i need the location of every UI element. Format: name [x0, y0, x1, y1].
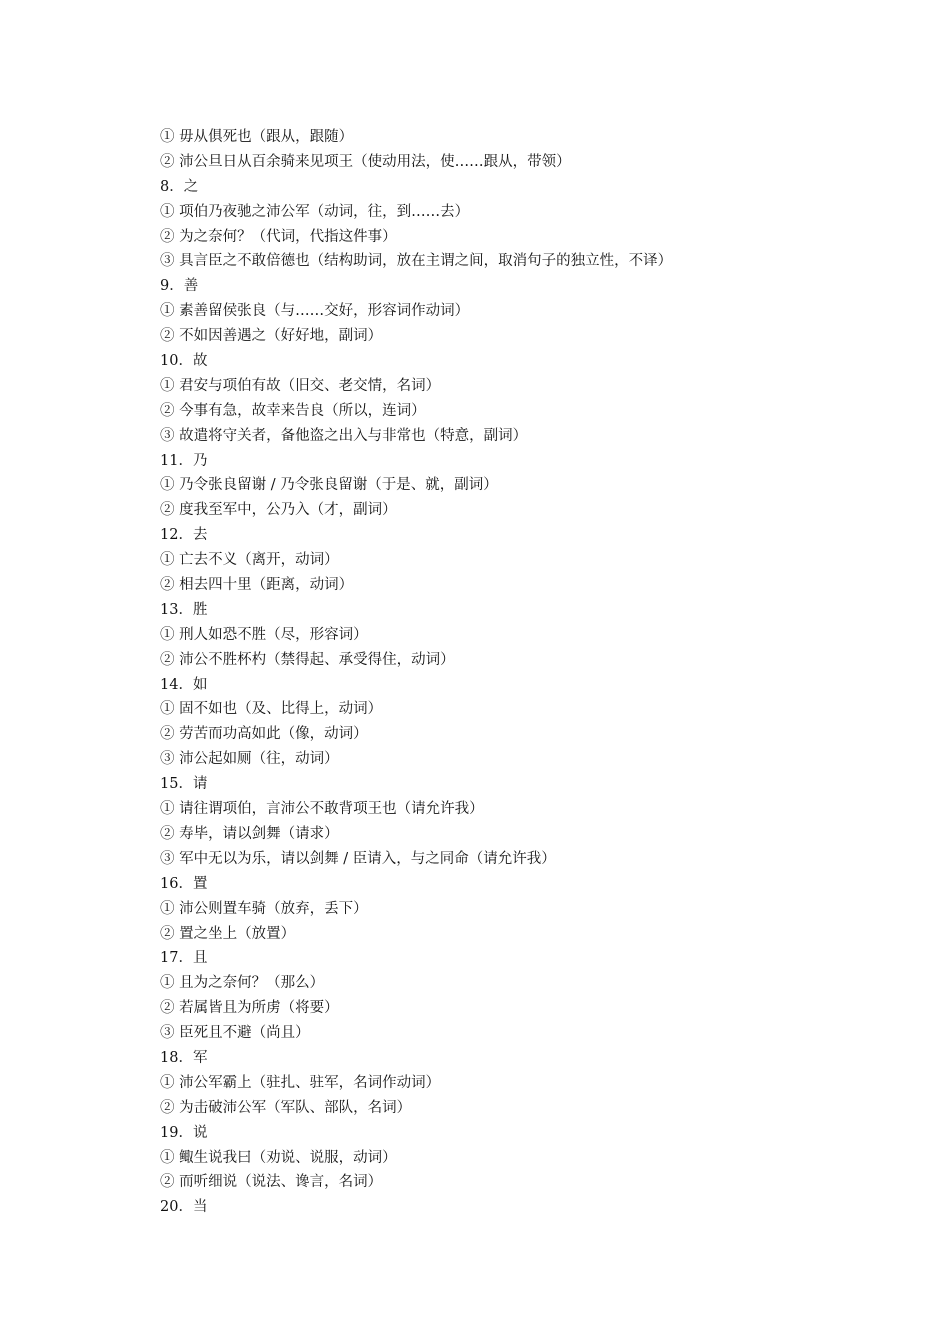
- text-line: ③ 军中无以为乐，请以剑舞 / 臣请入，与之同命（请允许我）: [160, 850, 556, 867]
- text-line: ② 若属皆且为所虏（将要）: [160, 1000, 339, 1017]
- section-heading: 10．故: [160, 353, 208, 370]
- text-line: ② 不如因善遇之（好好地，副词）: [160, 328, 383, 345]
- section-heading: 17．且: [160, 950, 208, 967]
- section-heading: 14．如: [160, 676, 208, 693]
- text-line: ② 相去四十里（距离，动词）: [160, 577, 354, 594]
- text-line: ① 固不如也（及、比得上，动词）: [160, 701, 383, 718]
- text-line: ① 鲰生说我曰（劝说、说服，动词）: [160, 1149, 397, 1166]
- section-heading: 20．当: [160, 1199, 208, 1216]
- text-line: ③ 沛公起如厕（往，动词）: [160, 751, 339, 768]
- section-heading: 11．乃: [160, 452, 208, 469]
- text-line: ② 而听细说（说法、谗言，名词）: [160, 1174, 383, 1191]
- text-line: ② 寿毕，请以剑舞（请求）: [160, 825, 339, 842]
- text-line: ① 毋从俱死也（跟从，跟随）: [160, 129, 354, 145]
- text-line: ③ 故遣将守关者，备他盗之出入与非常也（特意，副词）: [160, 427, 528, 444]
- text-line: ① 沛公则置车骑（放弃，丢下）: [160, 900, 368, 917]
- section-heading: 19．说: [160, 1124, 208, 1141]
- text-line: ② 度我至军中，公乃入（才，副词）: [160, 502, 397, 519]
- text-line: ② 为之奈何？（代词，代指这件事）: [160, 228, 397, 245]
- text-line: ② 为击破沛公军（军队、部队，名词）: [160, 1099, 412, 1116]
- section-heading: 12．去: [160, 527, 208, 544]
- text-line: ③ 具言臣之不敢倍德也（结构助词，放在主谓之间，取消句子的独立性，不译）: [160, 253, 673, 270]
- text-line: ③ 臣死且不避（尚且）: [160, 1025, 310, 1042]
- section-heading: 15．请: [160, 776, 208, 793]
- text-line: ① 素善留侯张良（与……交好，形容词作动词）: [160, 303, 470, 320]
- text-line: ① 刑人如恐不胜（尽，形容词）: [160, 626, 368, 643]
- section-heading: 9．善: [160, 278, 199, 295]
- text-line: ① 沛公军霸上（驻扎、驻军，名词作动词）: [160, 1074, 441, 1091]
- text-line: ② 今事有急，故幸来告良（所以，连词）: [160, 402, 426, 419]
- text-line: ① 项伯乃夜驰之沛公军（动词，往，到……去）: [160, 203, 470, 220]
- text-line: ① 且为之奈何？（那么）: [160, 975, 325, 992]
- text-line: ② 沛公不胜杯杓（禁得起、承受得住，动词）: [160, 651, 455, 668]
- section-heading: 13．胜: [160, 601, 208, 618]
- text-line: ② 劳苦而功高如此（像，动词）: [160, 726, 368, 743]
- section-heading: 18．军: [160, 1049, 208, 1066]
- text-line: ① 君安与项伯有故（旧交、老交情，名词）: [160, 377, 441, 394]
- section-heading: 16．置: [160, 875, 208, 892]
- text-line: ② 沛公旦日从百余骑来见项王（使动用法，使……跟从，带领）: [160, 153, 571, 170]
- text-line: ① 亡去不义（离开，动词）: [160, 552, 339, 569]
- text-line: ① 请往谓项伯，言沛公不敢背项王也（请允许我）: [160, 801, 484, 818]
- section-heading: 8．之: [160, 178, 199, 195]
- text-line: ② 置之坐上（放置）: [160, 925, 296, 942]
- text-line: ① 乃令张良留谢 / 乃令张良留谢（于是、就，副词）: [160, 477, 498, 494]
- document-page: [160, 125, 900, 1220]
